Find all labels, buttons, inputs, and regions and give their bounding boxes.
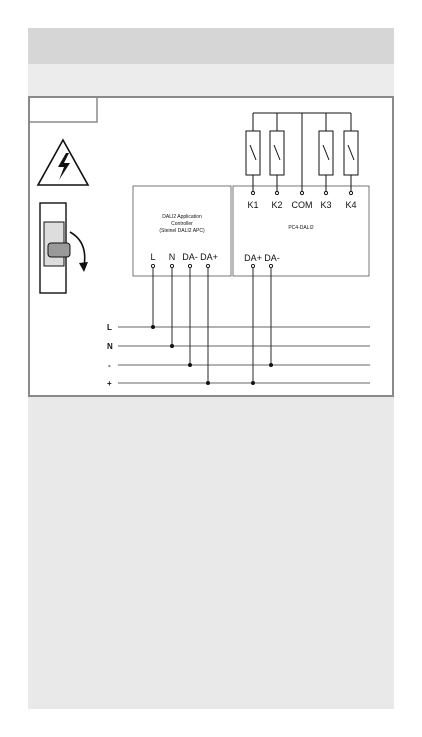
bus-label-minus: - [108,361,111,370]
pc4-terminal-da-plus: DA+ [244,253,262,263]
high-voltage-warning-icon [38,140,88,185]
pc4-title: PC4-DALI2 [288,225,314,231]
pc4-terminal-da-minus: DA- [264,253,280,263]
junction-dots [151,325,273,385]
bus-label-n: N [107,342,113,351]
bus-label-l: L [107,323,112,332]
apc-title-line-2: Controller [171,221,193,227]
relay-contacts [246,113,358,195]
apc-terminal-l: L [150,252,156,262]
diagram-tab [29,97,97,122]
pc4-terminal-k2: K2 [271,200,283,210]
lower-panel [28,397,394,709]
apc-title-line-1: DALI2 Application [162,214,202,220]
circuit-breaker-off-icon [40,203,88,293]
apc-terminal-da-plus: DA+ [200,252,218,262]
pc4-terminal-k1: K1 [247,200,259,210]
pc4-terminal-k4: K4 [345,200,357,210]
apc-terminal-n: N [168,252,176,262]
pc4-terminal-k3: K3 [320,200,332,210]
pc4-terminal-com: COM [291,200,313,210]
bus-lines [118,327,370,383]
apc-title-line-3: (Steinel DALI2 APC) [159,228,205,234]
bus-label-plus: + [107,379,112,388]
apc-terminal-da-minus: DA- [182,252,198,262]
